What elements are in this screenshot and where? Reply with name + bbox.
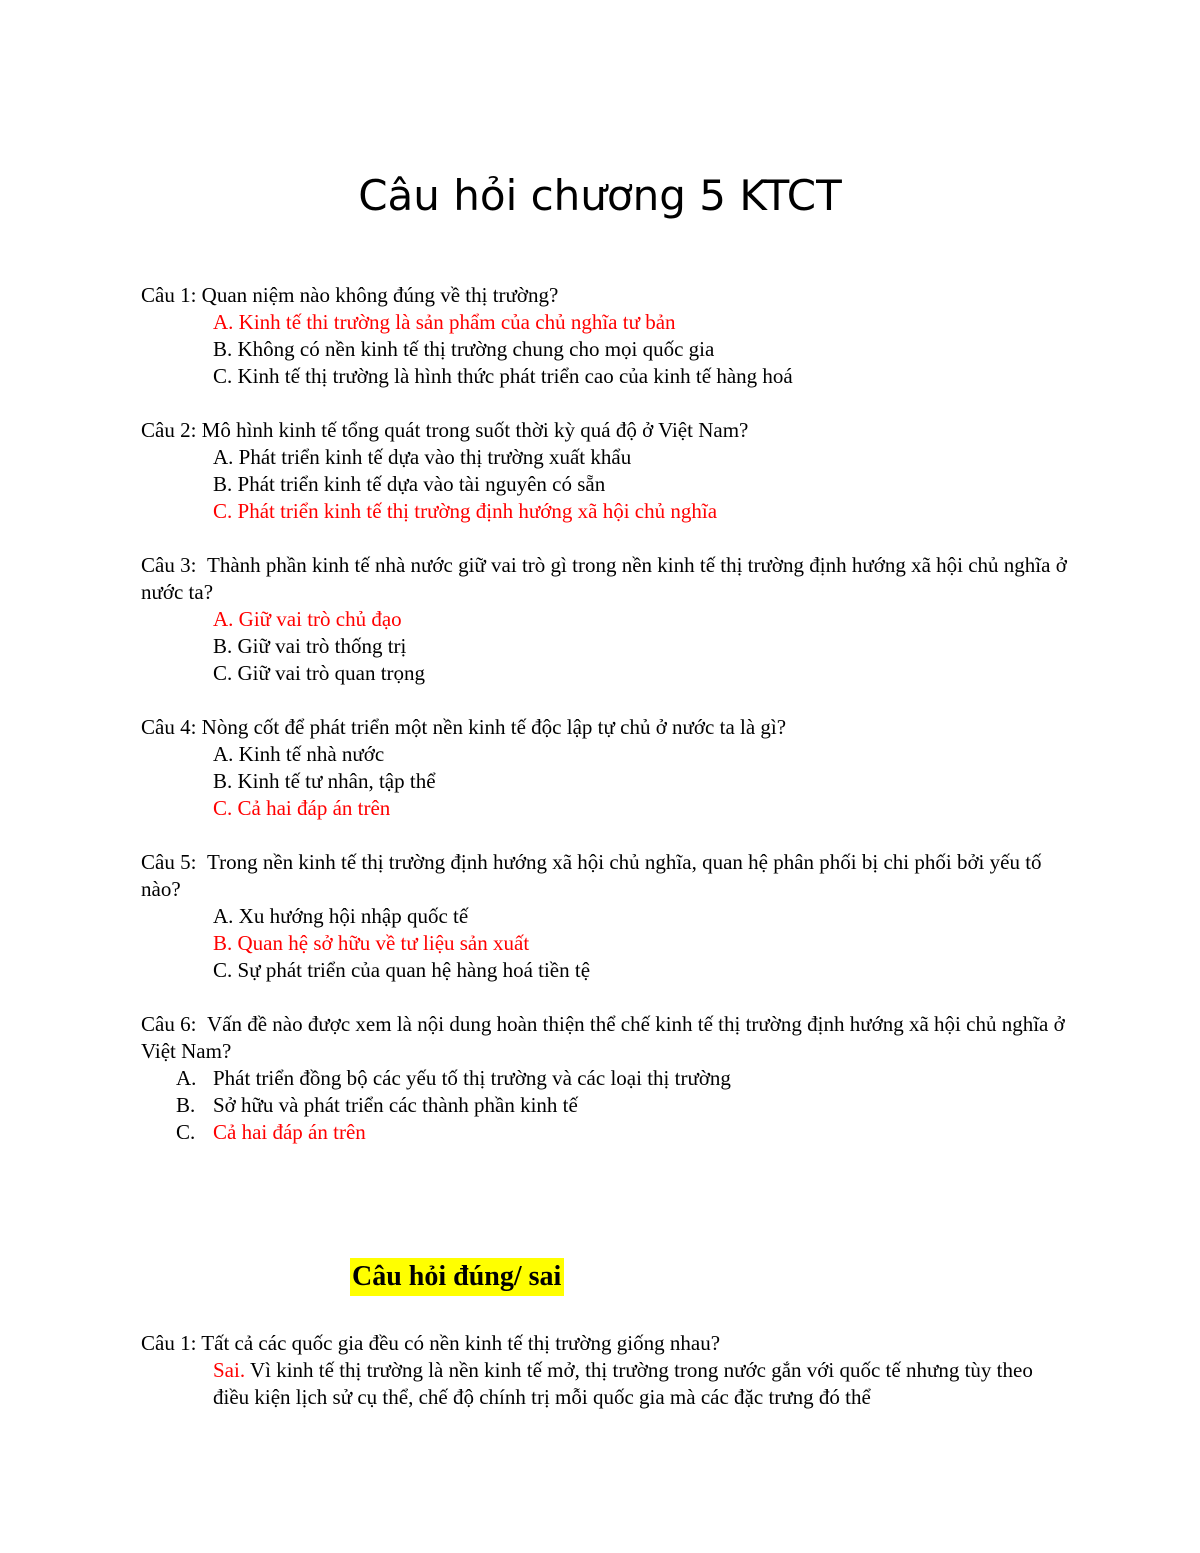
option-b: B. Sở hữu và phát triển các thành phần kinh tế — [176, 1093, 578, 1117]
option-c: C. Cả hai đáp án trên — [176, 1120, 366, 1144]
question-label: Câu 5: — [141, 850, 197, 874]
option-c: C. Cả hai đáp án trên — [213, 796, 391, 820]
question-list — [141, 282, 1071, 1173]
question-label: Câu 1: — [141, 283, 197, 307]
tf-question-1 — [141, 1330, 1071, 1411]
option-a: A. Kinh tế thi trường là sản phẩm của chủ nghĩa tư bản — [213, 310, 676, 334]
question-3 — [141, 552, 1071, 687]
option-a: A. Giữ vai trò chủ đạo — [213, 607, 402, 631]
question-text: Tất cả các quốc gia đều có nền kinh tế thị trường giống nhau? — [201, 1331, 721, 1355]
option-b: B. Giữ vai trò thống trị — [213, 634, 407, 658]
question-label: Câu 6: — [141, 1012, 197, 1036]
option-a: A. Phát triển kinh tế dựa vào thị trường xuất khẩu — [213, 445, 632, 469]
question-text: Nòng cốt để phát triển một nền kinh tế độc lập tự chủ ở nước ta là gì? — [201, 715, 787, 739]
question-text-block: Thành phần kinh tế nhà nước giữ vai trò gì trong nền kinh tế thị trường định hướng xã hội chủ nghĩa ở nước ta? — [141, 553, 1067, 604]
verdict: Sai. — [213, 1358, 246, 1382]
question-text-block: Trong nền kinh tế thị trường định hướng xã hội chủ nghĩa, quan hệ phân phối bị chi phối bởi yếu tố nào? — [141, 850, 1042, 901]
explanation: Vì kinh tế thị trường là nền kinh tế mở, thị trường trong nước gắn với quốc tế nhưng tùy theo điều kiện lịch sử cụ thể, chế độ chính trị mỗi quốc gia mà các đặc trưng đó thể — [213, 1358, 1033, 1409]
question-text-block: Vấn đề nào được xem là nội dung hoàn thiện thể chế kinh tế thị trường định hướng xã hội chủ nghĩa ở Việt Nam? — [141, 1012, 1065, 1063]
question-text: Quan niệm nào không đúng về thị trường? — [201, 283, 559, 307]
option-a: A. Xu hướng hội nhập quốc tế — [213, 904, 469, 928]
option-b: B. Không có nền kinh tế thị trường chung cho mọi quốc gia — [213, 337, 715, 361]
option-c: C. Giữ vai trò quan trọng — [213, 661, 426, 685]
section-title-true-false: Câu hỏi đúng/ sai — [350, 1258, 564, 1296]
answer — [213, 1357, 1071, 1411]
question-1 — [141, 282, 1071, 390]
option-a: A. Kinh tế nhà nước — [213, 742, 385, 766]
option-b: B. Quan hệ sở hữu về tư liệu sản xuất — [213, 931, 530, 955]
question-label: Câu 2: — [141, 418, 197, 442]
question-4 — [141, 714, 1071, 822]
option-c: C. Kinh tế thị trường là hình thức phát triển cao của kinh tế hàng hoá — [213, 364, 793, 388]
true-false-list — [141, 1330, 1071, 1411]
option-b: B. Kinh tế tư nhân, tập thể — [213, 769, 436, 793]
question-label: Câu 4: — [141, 715, 197, 739]
option-b: B. Phát triển kinh tế dựa vào tài nguyên có sẵn — [213, 472, 606, 496]
option-a: A. Phát triển đồng bộ các yếu tố thị trường và các loại thị trường — [176, 1066, 731, 1090]
question-text: Mô hình kinh tế tổng quát trong suốt thời kỳ quá độ ở Việt Nam? — [201, 418, 749, 442]
question-2 — [141, 417, 1071, 525]
question-label: Câu 3: — [141, 553, 197, 577]
question-label: Câu 1: — [141, 1331, 197, 1355]
question-6 — [141, 1011, 1071, 1146]
option-c: C. Sự phát triển của quan hệ hàng hoá tiền tệ — [213, 958, 591, 982]
question-5 — [141, 849, 1071, 984]
page-title: Câu hỏi chương 5 KTCT — [358, 171, 842, 221]
option-c: C. Phát triển kinh tế thị trường định hướng xã hội chủ nghĩa — [213, 499, 718, 523]
